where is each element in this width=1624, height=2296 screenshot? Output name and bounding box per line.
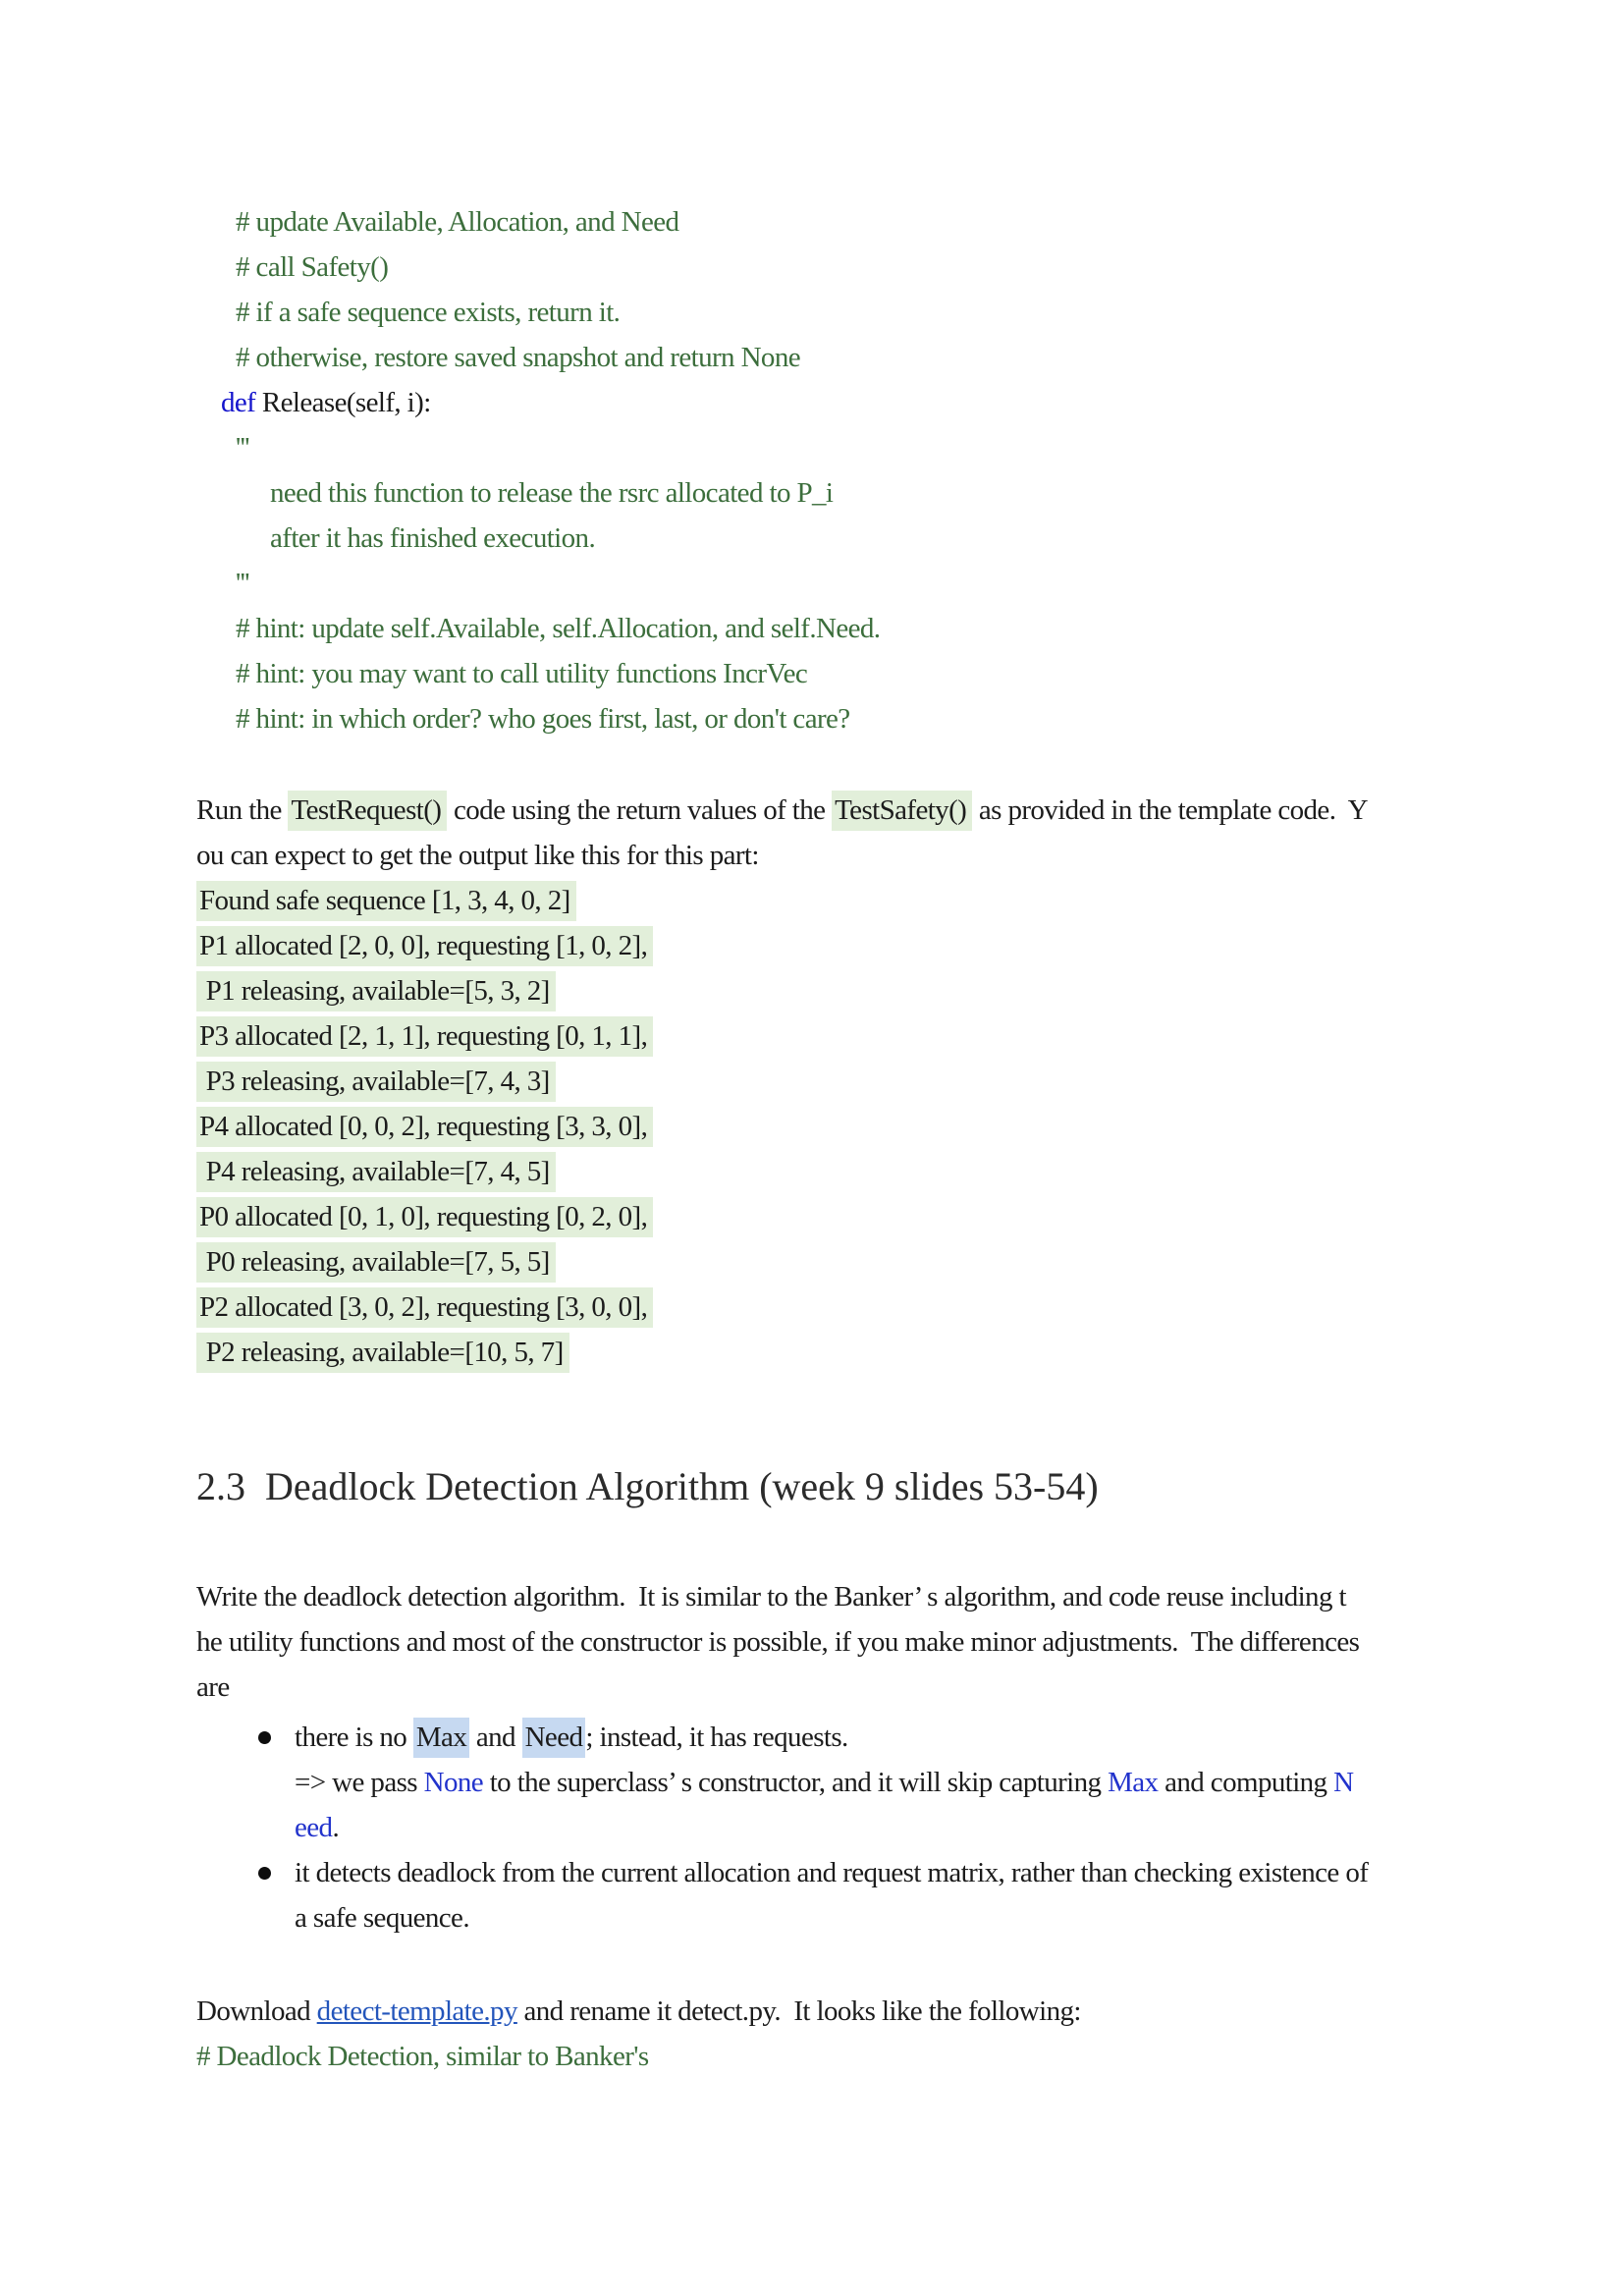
text-line [196, 516, 1443, 561]
highlighted-code-name: P2 releasing, available=[10, 5, 7] [196, 1333, 569, 1373]
download-line [196, 1989, 1443, 2034]
code-comment-text: ''' [236, 432, 249, 464]
highlighted-code-name: TestRequest() [288, 791, 447, 831]
text-line [196, 425, 1443, 470]
text-segment: Write the deadlock detection algorithm. It is similar to the Banker’ s algorithm, and code reuse including t [196, 1581, 1346, 1613]
text-segment: ; instead, it has requests. [585, 1722, 848, 1753]
text-line [196, 833, 1443, 878]
text-segment: and [469, 1722, 522, 1753]
highlighted-code-name: P1 allocated [2, 0, 0], requesting [1, 0, 2], [196, 926, 653, 966]
text-line [196, 380, 1443, 425]
text-segment: and computing [1158, 1767, 1334, 1798]
text-line [196, 651, 1443, 696]
text-segment: => we pass [295, 1767, 424, 1798]
text-line [196, 696, 1443, 741]
code-identifier: None [423, 1767, 484, 1798]
detect-template-link[interactable]: detect-template.py [316, 1995, 517, 2027]
text-segment: Release(self, i): [255, 387, 431, 418]
output-line [196, 1194, 1443, 1239]
text-segment: ou can expect to get the output like this for this part: [196, 840, 759, 871]
text-line [196, 335, 1443, 380]
output-line [196, 1059, 1443, 1104]
differences-bullet-list [196, 1715, 1443, 1941]
code-comment-text: after it has finished execution. [270, 522, 596, 554]
text-line [196, 470, 1443, 516]
highlighted-code-name: TestSafety() [832, 791, 972, 831]
text-segment: are [196, 1671, 230, 1703]
output-line [196, 968, 1443, 1013]
section-heading: 2.3 Deadlock Detection Algorithm (week 9 slides 53-54) [196, 1464, 1099, 1508]
output-line [196, 1149, 1443, 1194]
highlighted-code-name: P3 allocated [2, 1, 1], requesting [0, 1, 1], [196, 1016, 653, 1057]
text-line [196, 245, 1443, 290]
highlighted-code-name: P3 releasing, available=[7, 4, 3] [196, 1062, 556, 1102]
code-identifier: eed [295, 1812, 333, 1843]
text-segment: a safe sequence. [295, 1902, 469, 1934]
text-segment: and rename it detect.py. It looks like the following: [516, 1995, 1081, 2027]
code-comment-text: # hint: you may want to call utility functions IncrVec [236, 658, 808, 689]
text-segment: there is no [295, 1722, 413, 1753]
text-segment: . [332, 1812, 340, 1843]
bullet-item-continuation [196, 1895, 1443, 1941]
text-line [196, 199, 1443, 245]
highlighted-code-name: Found safe sequence [1, 3, 4, 0, 2] [196, 881, 576, 921]
text-line [196, 1574, 1443, 1619]
text-segment: Run the [196, 794, 289, 826]
text-line [196, 1619, 1443, 1665]
output-line [196, 1239, 1443, 1285]
highlighted-code-name: P1 releasing, available=[5, 3, 2] [196, 971, 556, 1011]
text-segment: as provided in the template code. Y [972, 794, 1368, 826]
text-line [196, 1665, 1443, 1710]
highlighted-code-name: P4 releasing, available=[7, 4, 5] [196, 1152, 556, 1192]
code-comment-text: # hint: in which order? who goes first, last, or don't care? [236, 703, 850, 735]
text-line [196, 606, 1443, 651]
output-line [196, 1285, 1443, 1330]
text-segment: to the superclass’ s constructor, and it will skip capturing [483, 1767, 1109, 1798]
document-content [196, 199, 1443, 2079]
output-line [196, 878, 1443, 923]
text-segment: code using the return values of the [447, 794, 833, 826]
download-instruction [196, 1989, 1443, 2034]
highlighted-term: Need [522, 1718, 586, 1758]
text-segment: it detects deadlock from the current allocation and request matrix, rather than checking existence of [295, 1857, 1369, 1888]
text-line [196, 561, 1443, 606]
python-keyword: def [221, 387, 256, 418]
text-line [196, 788, 1443, 833]
task-description-paragraph [196, 1574, 1443, 1710]
code-comment-text: # update Available, Allocation, and Need [236, 206, 679, 238]
expected-output-block [196, 878, 1443, 1375]
code-comment-text: # hint: update self.Available, self.Allocation, and self.Need. [236, 613, 881, 644]
bullet-item [196, 1715, 1443, 1760]
output-line [196, 1330, 1443, 1375]
highlighted-term: Max [413, 1718, 469, 1758]
code-comment-text: # otherwise, restore saved snapshot and return None [236, 342, 801, 373]
code-comment-line: # Deadlock Detection, similar to Banker's [196, 2041, 649, 2072]
text-segment: he utility functions and most of the constructor is possible, if you make minor adjustments. The differences [196, 1626, 1360, 1658]
bullet-item-continuation [196, 1760, 1443, 1805]
bullet-icon [258, 1867, 271, 1880]
highlighted-code-name: P2 allocated [3, 0, 2], requesting [3, 0, 0], [196, 1287, 653, 1328]
code-comment-text: need this function to release the rsrc allocated to P_i [270, 477, 834, 509]
text-segment: Download [196, 1995, 317, 2027]
bullet-item [196, 1850, 1443, 1895]
instructions-paragraph [196, 788, 1443, 878]
highlighted-code-name: P0 releasing, available=[7, 5, 5] [196, 1242, 556, 1283]
bullet-item-continuation [196, 1805, 1443, 1850]
code-identifier: N [1333, 1767, 1354, 1798]
output-line [196, 1104, 1443, 1149]
code-comment-text: ''' [236, 568, 249, 599]
bullet-icon [258, 1731, 271, 1744]
output-line [196, 923, 1443, 968]
code-comment-text: # call Safety() [236, 251, 389, 283]
python-code-snippet [196, 199, 1443, 741]
highlighted-code-name: P4 allocated [0, 0, 2], requesting [3, 3, 0], [196, 1107, 653, 1147]
text-line [196, 290, 1443, 335]
code-comment-text: # if a safe sequence exists, return it. [236, 297, 621, 328]
output-line [196, 1013, 1443, 1059]
highlighted-code-name: P0 allocated [0, 1, 0], requesting [0, 2, 0], [196, 1197, 653, 1237]
code-identifier: Max [1108, 1767, 1159, 1798]
